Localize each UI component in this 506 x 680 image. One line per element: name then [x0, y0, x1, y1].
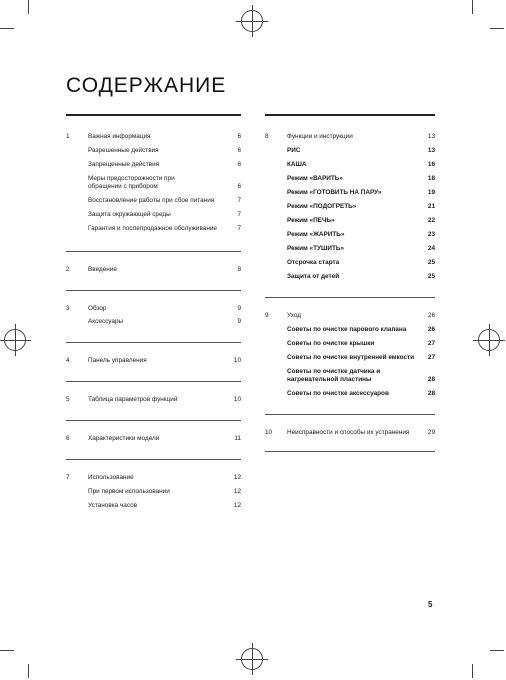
section-number: 5 — [66, 396, 70, 403]
toc-entry[interactable] — [66, 197, 241, 205]
entry-page: 13 — [427, 133, 435, 140]
divider — [66, 342, 241, 343]
entry-page: 28 — [427, 390, 435, 397]
entry-title: Аксессуары — [88, 318, 124, 325]
entry-title: Неисправности и способы их устранения — [287, 429, 410, 436]
entry-page: 7 — [237, 225, 241, 232]
toc-entry[interactable] — [66, 488, 241, 496]
entry-page: 26 — [427, 326, 435, 333]
toc-entry[interactable] — [66, 225, 241, 233]
entry-title: Советы по очистке внутренней емкости — [287, 354, 415, 361]
divider — [66, 251, 241, 252]
toc-entry-page-row — [265, 376, 435, 384]
divider — [66, 459, 241, 460]
toc-entry[interactable] — [265, 147, 435, 155]
entry-page: 6 — [237, 147, 241, 154]
entry-page: 19 — [427, 189, 435, 196]
crop-mark — [490, 650, 504, 651]
entry-title: Режим «ГОТОВИТЬ НА ПАРУ» — [287, 189, 382, 196]
registration-mark-top-center — [241, 10, 263, 32]
entry-page: 10 — [233, 396, 241, 403]
entry-page: 9 — [237, 318, 241, 325]
entry-title: РИС — [287, 147, 301, 154]
entry-page: 22 — [427, 217, 435, 224]
entry-page: 16 — [427, 161, 435, 168]
entry-page: 27 — [427, 340, 435, 347]
entry-title: При первом использовании — [88, 488, 170, 495]
toc-section-5 — [66, 396, 241, 404]
entry-page: 24 — [427, 245, 435, 252]
entry-page: 6 — [237, 183, 241, 190]
toc-entry[interactable] — [66, 357, 241, 365]
entry-title: Режим «ВАРИТЬ» — [287, 175, 343, 182]
entry-title: Уход — [287, 312, 302, 319]
entry-title: Таблица параметров функций — [88, 396, 178, 403]
divider — [66, 420, 241, 421]
toc-entry[interactable] — [66, 211, 241, 219]
entry-title: Обзор — [88, 305, 107, 312]
section-number: 6 — [66, 435, 70, 442]
registration-mark-bottom-center — [241, 648, 263, 670]
divider — [66, 381, 241, 382]
entry-page: 28 — [427, 376, 435, 383]
entry-title: Защита от детей — [287, 273, 340, 280]
toc-section-10 — [265, 429, 435, 437]
entry-title: Режим «ПОДОГРЕТЬ» — [287, 203, 357, 210]
toc-section-7 — [66, 474, 241, 510]
entry-page: 21 — [427, 203, 435, 210]
toc-entry[interactable] — [66, 435, 241, 443]
section-number: 4 — [66, 357, 70, 364]
crop-mark — [0, 650, 14, 651]
section-number: 7 — [66, 474, 70, 481]
entry-page: 27 — [427, 354, 435, 361]
entry-page: 7 — [237, 197, 241, 204]
entry-page: 29 — [427, 429, 435, 436]
entry-title: Важная информация — [88, 133, 151, 140]
entry-page: 8 — [237, 266, 241, 273]
toc-entry[interactable] — [265, 203, 435, 211]
section-number: 9 — [265, 312, 269, 319]
registration-mark-left — [4, 329, 26, 351]
toc-entry[interactable] — [66, 147, 241, 155]
toc-entry[interactable] — [66, 133, 241, 141]
divider — [265, 414, 435, 415]
toc-left-column — [66, 114, 241, 510]
toc-entry[interactable] — [265, 354, 435, 362]
entry-page: 26 — [427, 312, 435, 319]
entry-title: Советы по очистке парового клапана — [287, 326, 407, 333]
section-number: 3 — [66, 305, 70, 312]
entry-title: Советы по очистке крышки — [287, 340, 375, 347]
entry-title: Использование — [88, 474, 134, 481]
entry-title: Панель управления — [88, 357, 147, 364]
toc-section-8 — [265, 133, 435, 281]
toc-entry[interactable] — [265, 217, 435, 225]
entry-page: 7 — [237, 211, 241, 218]
crop-mark — [28, 664, 29, 678]
entry-page: 12 — [233, 502, 241, 509]
entry-page: 25 — [427, 273, 435, 280]
section-number: 1 — [66, 133, 70, 140]
entry-page: 23 — [427, 231, 435, 238]
divider — [265, 451, 435, 452]
toc-section-6 — [66, 435, 241, 443]
entry-page: 6 — [237, 133, 241, 140]
toc-entry[interactable] — [66, 161, 241, 169]
entry-page: 25 — [427, 259, 435, 266]
toc-entry[interactable] — [265, 273, 435, 281]
entry-title: Разрешенные действия — [88, 147, 159, 154]
divider — [265, 297, 435, 298]
entry-title: Гарантия и послепродажное обслуживание — [88, 225, 217, 232]
entry-page: 12 — [233, 474, 241, 481]
entry-page: 10 — [233, 357, 241, 364]
toc-entry[interactable] — [66, 474, 241, 482]
divider — [265, 114, 435, 116]
toc-section-4 — [66, 357, 241, 365]
toc-entry[interactable] — [265, 161, 435, 169]
toc-entry[interactable] — [265, 259, 435, 267]
crop-mark — [472, 0, 473, 14]
registration-mark-right — [478, 329, 500, 351]
toc-entry[interactable] — [66, 318, 241, 326]
toc-entry-page-row — [66, 183, 241, 191]
divider — [66, 114, 241, 116]
entry-title: Советы по очистке датчика и нагревательной пластины — [287, 368, 381, 383]
entry-page: 13 — [427, 147, 435, 154]
toc-section-1 — [66, 133, 241, 233]
entry-title: Режим «ТУШИТЬ» — [287, 245, 345, 252]
entry-title: Установка часов — [88, 502, 138, 509]
toc-entry[interactable] — [265, 326, 435, 334]
toc-entry[interactable] — [265, 231, 435, 239]
entry-title: Запрещенные действия — [88, 161, 160, 168]
entry-title: Советы по очистке аксессуаров — [287, 390, 389, 397]
toc-entry[interactable] — [66, 396, 241, 404]
toc-entry[interactable] — [265, 133, 435, 141]
toc-section-9 — [265, 312, 435, 398]
entry-title: Режим «ЖАРИТЬ» — [287, 231, 345, 238]
toc-entry[interactable] — [66, 502, 241, 510]
toc-entry[interactable] — [265, 175, 435, 183]
divider — [66, 290, 241, 291]
entry-title: Введение — [88, 266, 117, 273]
toc-entry[interactable] — [265, 245, 435, 253]
crop-mark — [28, 0, 29, 14]
toc-entry[interactable] — [66, 266, 241, 274]
toc-entry[interactable] — [66, 305, 241, 313]
entry-page: 6 — [237, 161, 241, 168]
toc-entry[interactable] — [265, 429, 435, 437]
toc-section-2 — [66, 266, 241, 274]
page-title: СОДЕРЖАНИЕ — [66, 74, 227, 97]
crop-mark — [490, 28, 504, 29]
entry-title: Режим «ПЕЧЬ» — [287, 217, 335, 224]
toc-section-3 — [66, 305, 241, 326]
entry-title: Защита окружающей среды — [88, 211, 171, 218]
toc-entry[interactable] — [265, 189, 435, 197]
crop-mark — [472, 664, 473, 678]
toc-right-column — [265, 114, 435, 452]
entry-title: Функции и инструкции — [287, 133, 353, 140]
entry-page: 9 — [237, 305, 241, 312]
toc-entry[interactable] — [265, 390, 435, 398]
toc-entry[interactable] — [265, 312, 435, 320]
crop-mark — [0, 28, 14, 29]
section-number: 10 — [265, 429, 273, 436]
section-number: 2 — [66, 266, 70, 273]
entry-title: Характеристики модели — [88, 435, 160, 442]
entry-page: 11 — [234, 435, 241, 442]
toc-entry[interactable] — [265, 340, 435, 348]
entry-title: Отсрочка старта — [287, 259, 340, 266]
entry-page: 18 — [427, 175, 435, 182]
entry-page: 12 — [233, 488, 241, 495]
entry-title: КАША — [287, 161, 307, 168]
section-number: 8 — [265, 133, 269, 140]
page-number: 5 — [428, 600, 433, 609]
entry-title: Меры предосторожности при обращении с прибором — [88, 175, 175, 190]
entry-title: Восстановление работы при сбое питания — [88, 197, 215, 204]
